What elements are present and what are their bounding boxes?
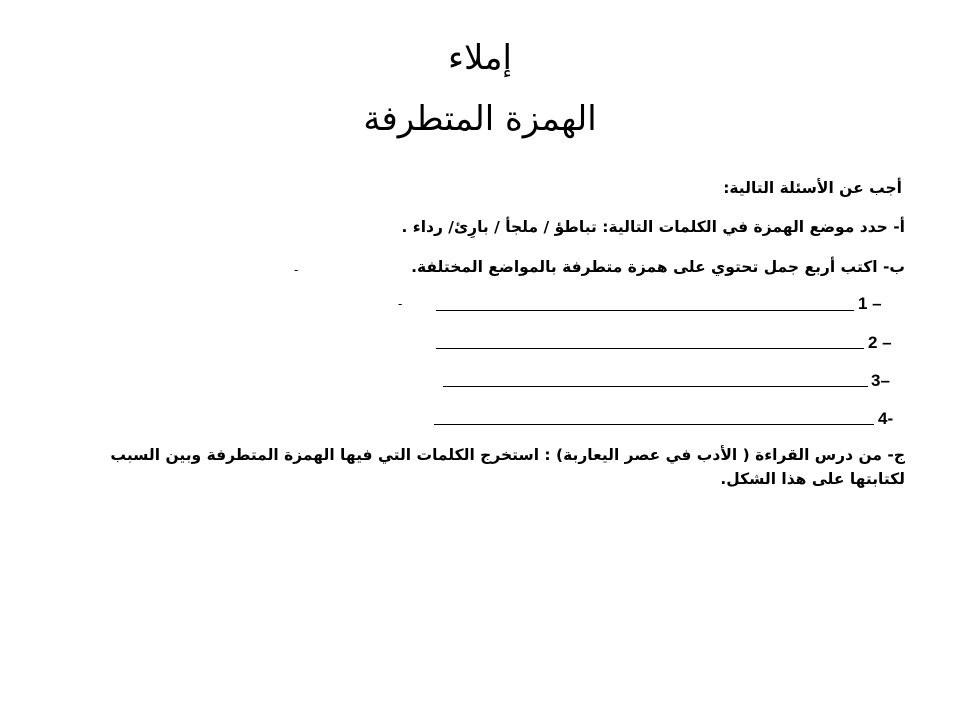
question-b: ب- اكتب أربع جمل تحتوي على همزة متطرفة بالمواضع المختلفة. xyxy=(411,258,905,276)
answer-line-1-marker: - xyxy=(398,296,403,311)
answer-line-2-label: 2 – xyxy=(868,333,892,352)
answer-line-1-blank[interactable] xyxy=(436,310,854,311)
page-title: إملاء xyxy=(448,38,512,78)
answer-line-1-label: 1 – xyxy=(858,294,882,313)
instructions-text: أجب عن الأسئلة التالية: xyxy=(723,179,902,197)
question-a: أ- حدد موضع الهمزة في الكلمات التالية: تباطؤ / ملجأ / بارِئ/ رداء . xyxy=(401,218,905,236)
answer-line-4-blank[interactable] xyxy=(434,424,874,425)
answer-line-4-label: 4- xyxy=(878,409,894,428)
question-c: ج- من درس القراءة ( الأدب في عصر اليعاربة) : استخرج الكلمات التي فيها الهمزة المتطرفة وبين السبب لكتابتها على هذا الشكل. xyxy=(110,446,905,488)
question-b-dash: - xyxy=(294,262,299,277)
answer-line-3-blank[interactable] xyxy=(443,386,868,387)
page-subtitle: الهمزة المتطرفة xyxy=(363,99,597,139)
answer-line-2-blank[interactable] xyxy=(436,348,864,349)
answer-line-3-label: 3– xyxy=(871,371,890,390)
